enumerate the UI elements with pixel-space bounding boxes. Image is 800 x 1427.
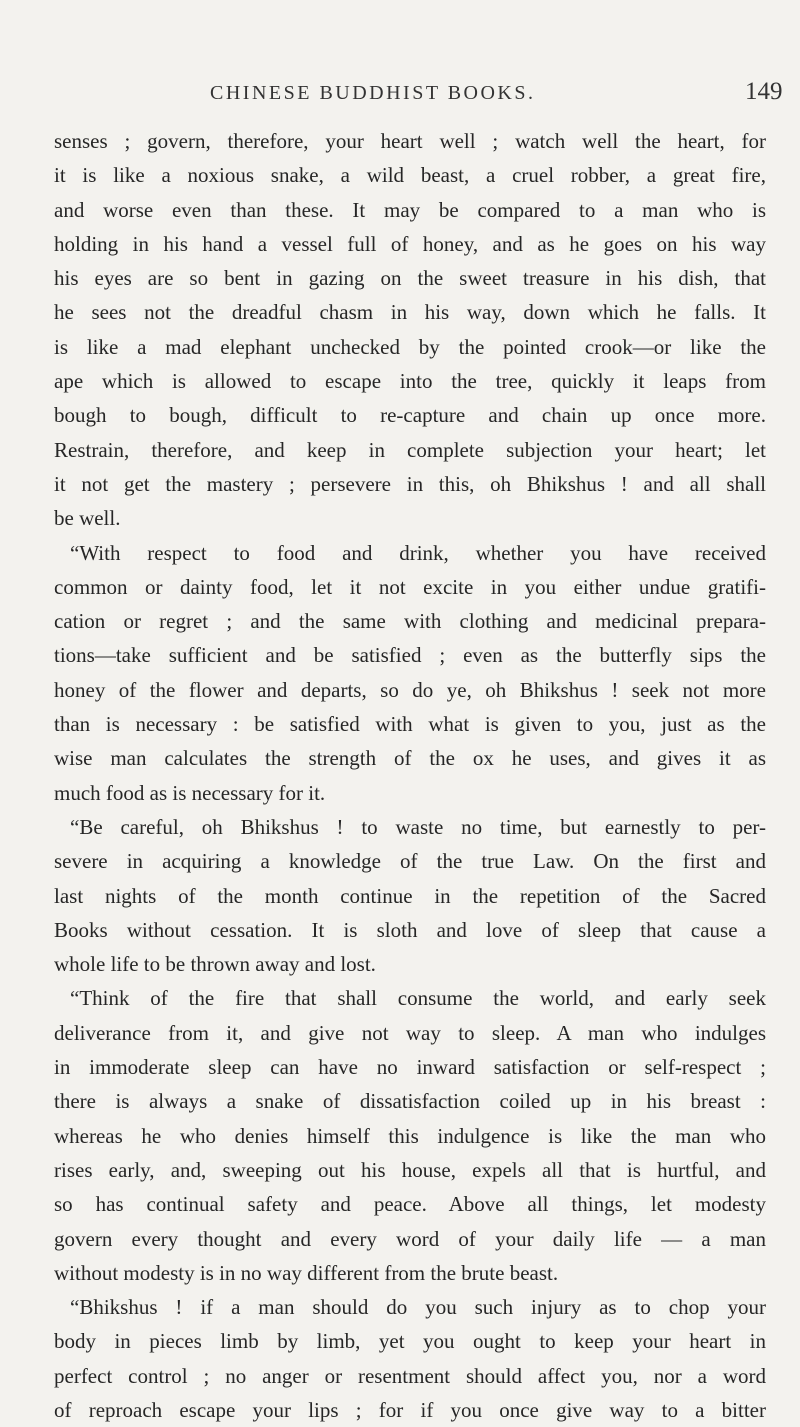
- text-line: last nights of the month continue in the repetition of the Sacred: [54, 883, 766, 908]
- text-line: than is necessary : be satisfied with what is given to you, just as the: [54, 712, 766, 737]
- text-line: common or dainty food, let it not excite in you either undue gratifi-: [54, 574, 766, 599]
- text-line: ape which is allowed to escape into the tree, quickly it leaps from: [54, 369, 766, 394]
- text-line: is like a mad elephant unchecked by the pointed crook—or like the: [54, 334, 766, 359]
- text-line: deliverance from it, and give not way to sleep. A man who indulges: [54, 1020, 766, 1045]
- text-line: Restrain, therefore, and keep in complete subjection your heart; let: [54, 437, 766, 462]
- text-line: rises early, and, sweeping out his house, expels all that is hurtful, and: [54, 1157, 766, 1182]
- body-text: [54, 124, 766, 1427]
- paragraph-first-line: “Think of the fire that shall consume the world, and early seek: [70, 986, 766, 1011]
- text-line: Books without cessation. It is sloth and love of sleep that cause a: [54, 917, 766, 942]
- text-line: and worse even than these. It may be compared to a man who is: [54, 197, 766, 222]
- text-line: govern every thought and every word of your daily life — a man: [54, 1226, 766, 1251]
- text-line: be well.: [54, 506, 121, 531]
- text-line: wise man calculates the strength of the ox he uses, and gives it as: [54, 746, 766, 771]
- running-head: [0, 70, 800, 110]
- text-line: senses ; govern, therefore, your heart well ; watch well the heart, for: [54, 129, 766, 153]
- text-line: without modesty is in no way different from the brute beast.: [54, 1260, 559, 1285]
- text-line: bough to bough, difficult to re-capture and chain up once more.: [54, 403, 766, 428]
- text-line: of reproach escape your lips ; for if you once give way to a bitter: [54, 1397, 766, 1422]
- text-line: tions—take sufficient and be satisfied ; even as the butterfly sips the: [54, 643, 766, 668]
- paragraph-first-line: “Be careful, oh Bhikshus ! to waste no time, but earnestly to per-: [70, 814, 766, 839]
- text-line: holding in his hand a vessel full of honey, and as he goes on his way: [54, 231, 766, 256]
- text-line: in immoderate sleep can have no inward satisfaction or self-respect ;: [54, 1055, 766, 1080]
- text-line: cation or regret ; and the same with clothing and medicinal prepara-: [54, 609, 766, 634]
- text-line: it not get the mastery ; persevere in this, oh Bhikshus ! and all shall: [54, 471, 766, 496]
- text-line: perfect control ; no anger or resentment should affect you, nor a word: [54, 1363, 766, 1388]
- text-line: there is always a snake of dissatisfaction coiled up in his breast :: [54, 1089, 766, 1114]
- text-line: whereas he who denies himself this indulgence is like the man who: [54, 1123, 766, 1148]
- text-line: whole life to be thrown away and lost.: [54, 952, 376, 977]
- paragraph-first-line: “Bhikshus ! if a man should do you such injury as to chop your: [70, 1295, 766, 1320]
- text-line: much food as is necessary for it.: [54, 780, 326, 805]
- running-title: CHINESE BUDDHIST BOOKS.: [210, 82, 536, 104]
- paragraph-first-line: “With respect to food and drink, whether you have received: [70, 540, 766, 565]
- text-line: severe in acquiring a knowledge of the true Law. On the first and: [54, 849, 766, 874]
- text-line: his eyes are so bent in gazing on the sweet treasure in his dish, that: [54, 266, 766, 291]
- text-line: body in pieces limb by limb, yet you ought to keep your heart in: [54, 1329, 766, 1354]
- text-line: it is like a noxious snake, a wild beast, a cruel robber, a great fire,: [54, 163, 766, 188]
- text-line: so has continual safety and peace. Above all things, let modesty: [54, 1192, 766, 1217]
- text-line: honey of the flower and departs, so do ye, oh Bhikshus ! seek not more: [54, 677, 766, 702]
- text-line: he sees not the dreadful chasm in his way, down which he falls. It: [54, 300, 766, 325]
- page-number: 149: [745, 78, 783, 105]
